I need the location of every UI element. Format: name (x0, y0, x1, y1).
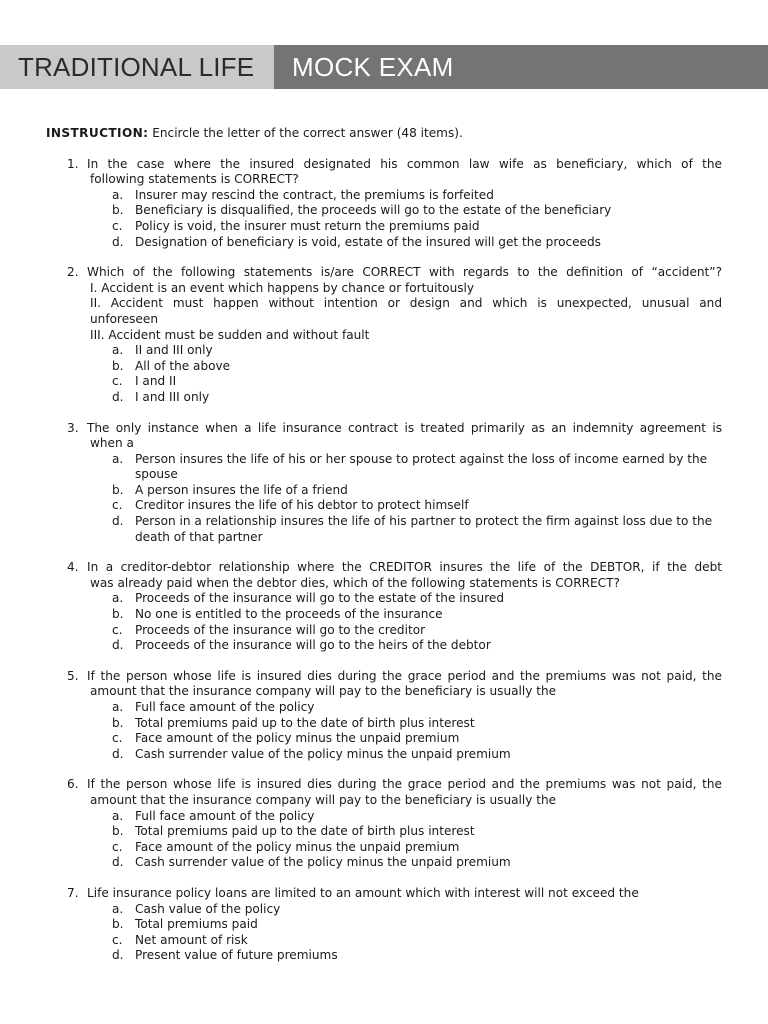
question-stem (0, 777, 768, 793)
option-text: Person insures the life of his or her spouse to protect against the loss of income earned by the spouse (135, 451, 708, 482)
option-text: Policy is void, the insurer must return the premiums paid (135, 218, 480, 233)
answer-option[interactable] (0, 374, 768, 390)
option-text: A person insures the life of a friend (135, 482, 348, 497)
option-text: Creditor insures the life of his debtor to protect himself (135, 498, 469, 513)
answer-option[interactable] (0, 514, 768, 545)
question-stem (0, 157, 768, 173)
option-text: Beneficiary is disqualified, the proceeds will go to the estate of the beneficiary (135, 203, 612, 218)
answer-option[interactable] (0, 623, 768, 639)
statement-line: II. Accident must happen without intention or design and which is unexpected, unusual and (90, 296, 722, 311)
title-banner (0, 45, 768, 89)
answer-option[interactable] (0, 840, 768, 856)
question-text-continued: following statements is CORRECT? (90, 172, 299, 187)
answer-option[interactable] (0, 948, 768, 964)
question-text: If the person whose life is insured dies during the grace period and the premiums was not paid, the (87, 668, 722, 683)
question-number: 6. (67, 777, 79, 792)
option-letter: b. (112, 917, 124, 932)
question-number: 5. (67, 668, 79, 683)
option-letter: d. (112, 514, 124, 529)
title-left-block (0, 45, 274, 89)
option-letter: d. (112, 234, 124, 249)
question-text: If the person whose life is insured dies during the grace period and the premiums was not paid, the (87, 777, 722, 792)
option-letter: b. (112, 607, 124, 622)
answer-option[interactable] (0, 716, 768, 732)
option-letter: a. (112, 591, 124, 606)
question-number: 3. (67, 420, 79, 435)
question-stem (0, 669, 768, 685)
answer-option[interactable] (0, 483, 768, 499)
option-text: Cash value of the policy (135, 901, 281, 916)
option-text: Total premiums paid (135, 917, 258, 932)
option-text: Face amount of the policy minus the unpaid premium (135, 731, 460, 746)
statement-line: III. Accident must be sudden and without fault (90, 327, 370, 342)
question-text: Life insurance policy loans are limited to an amount which with interest will not exceed the (87, 885, 639, 900)
option-letter: c. (112, 932, 123, 947)
option-letter: b. (112, 824, 124, 839)
question-stem (0, 265, 768, 281)
question-item (0, 265, 768, 405)
option-text: Person in a relationship insures the life of his partner to protect the firm against loss due to the death of that partner (135, 514, 713, 544)
option-letter: d. (112, 638, 124, 653)
option-text: I and II (135, 374, 177, 389)
option-letter: a. (112, 451, 124, 466)
exam-content (0, 126, 768, 979)
question-text: The only instance when a life insurance contract is treated primarily as an indemnity agreement is (87, 420, 722, 435)
title-traditional-life: TRADITIONAL LIFE (18, 51, 255, 82)
option-text: Present value of future premiums (135, 948, 338, 963)
title-right-block (274, 45, 768, 89)
answer-option[interactable] (0, 219, 768, 235)
option-letter: c. (112, 498, 123, 513)
option-letter: c. (112, 839, 123, 854)
option-letter: c. (112, 218, 123, 233)
answer-option[interactable] (0, 203, 768, 219)
option-text: I and III only (135, 389, 210, 404)
answer-option[interactable] (0, 235, 768, 251)
answer-option[interactable] (0, 700, 768, 716)
option-text: Proceeds of the insurance will go to the creditor (135, 622, 426, 637)
answer-option[interactable] (0, 747, 768, 763)
answer-option[interactable] (0, 359, 768, 375)
answer-option[interactable] (0, 917, 768, 933)
question-number: 4. (67, 560, 79, 575)
question-text-continued: was already paid when the debtor dies, which of the following statements is CORRECT? (90, 575, 620, 590)
answer-option[interactable] (0, 933, 768, 949)
option-letter: d. (112, 746, 124, 761)
question-item (0, 886, 768, 964)
option-text: No one is entitled to the proceeds of the insurance (135, 607, 443, 622)
option-letter: c. (112, 622, 123, 637)
option-text: Full face amount of the policy (135, 700, 315, 714)
question-stem (0, 421, 768, 437)
option-letter: b. (112, 203, 124, 218)
option-letter: c. (112, 374, 123, 389)
question-text: In a creditor-debtor relationship where the CREDITOR insures the life of the DEBTOR, if the debt (87, 560, 722, 575)
option-text: Total premiums paid up to the date of birth plus interest (135, 824, 475, 839)
question-list (0, 157, 768, 964)
question-item (0, 777, 768, 871)
instruction-text: Encircle the letter of the correct answer (48 items). (148, 126, 463, 140)
answer-option[interactable] (0, 902, 768, 918)
option-letter: a. (112, 808, 124, 823)
option-letter: d. (112, 389, 124, 404)
question-item (0, 157, 768, 251)
question-text: Which of the following statements is/are CORRECT with regards to the definition of “accident”? (87, 265, 722, 280)
answer-option[interactable] (0, 498, 768, 514)
question-item (0, 560, 768, 654)
instruction-line (46, 126, 768, 142)
question-number: 1. (67, 156, 79, 171)
question-number: 2. (67, 265, 79, 280)
answer-option[interactable] (0, 607, 768, 623)
option-letter: b. (112, 482, 124, 497)
question-stem (0, 886, 768, 902)
option-text: Proceeds of the insurance will go to the heirs of the debtor (135, 638, 491, 653)
answer-option[interactable] (0, 638, 768, 654)
option-text: Proceeds of the insurance will go to the estate of the insured (135, 591, 505, 606)
question-item (0, 421, 768, 546)
question-text-continued: amount that the insurance company will pay to the beneficiary is usually the (90, 684, 557, 699)
answer-option[interactable] (0, 855, 768, 871)
answer-option[interactable] (0, 824, 768, 840)
statement-line: unforeseen (90, 311, 158, 326)
option-letter: b. (112, 715, 124, 730)
option-text: All of the above (135, 358, 231, 373)
option-letter: c. (112, 731, 123, 746)
instruction-label: INSTRUCTION: (46, 126, 149, 140)
option-text: Face amount of the policy minus the unpaid premium (135, 839, 460, 854)
option-text: II and III only (135, 343, 213, 358)
option-letter: d. (112, 948, 124, 963)
answer-option[interactable] (0, 390, 768, 406)
question-text-continued: amount that the insurance company will pay to the beneficiary is usually the (90, 792, 557, 807)
question-item (0, 669, 768, 763)
option-text: Cash surrender value of the policy minus the unpaid premium (135, 746, 511, 761)
option-text: Full face amount of the policy (135, 808, 315, 823)
answer-option[interactable] (0, 188, 768, 204)
option-letter: d. (112, 855, 124, 870)
question-text: In the case where the insured designated his common law wife as beneficiary, which of the (87, 156, 722, 171)
option-letter: b. (112, 358, 124, 373)
title-mock-exam: MOCK EXAM (292, 51, 454, 82)
option-letter: a. (112, 187, 124, 202)
question-stem (0, 560, 768, 576)
answer-option[interactable] (0, 809, 768, 825)
option-text: Total premiums paid up to the date of birth plus interest (135, 715, 475, 730)
question-text-continued: when a (90, 436, 134, 451)
option-text: Net amount of risk (135, 932, 248, 947)
answer-option[interactable] (0, 343, 768, 359)
option-letter: a. (112, 901, 124, 916)
answer-option[interactable] (0, 591, 768, 607)
option-letter: a. (112, 700, 124, 714)
option-text: Cash surrender value of the policy minus the unpaid premium (135, 855, 511, 870)
answer-option[interactable] (0, 731, 768, 747)
option-text: Designation of beneficiary is void, estate of the insured will get the proceeds (135, 234, 601, 249)
option-text: Insurer may rescind the contract, the premiums is forfeited (135, 187, 494, 202)
question-number: 7. (67, 885, 79, 900)
option-letter: a. (112, 343, 124, 358)
statement-line: I. Accident is an event which happens by chance or fortuitously (90, 280, 475, 295)
answer-option[interactable] (0, 452, 768, 483)
